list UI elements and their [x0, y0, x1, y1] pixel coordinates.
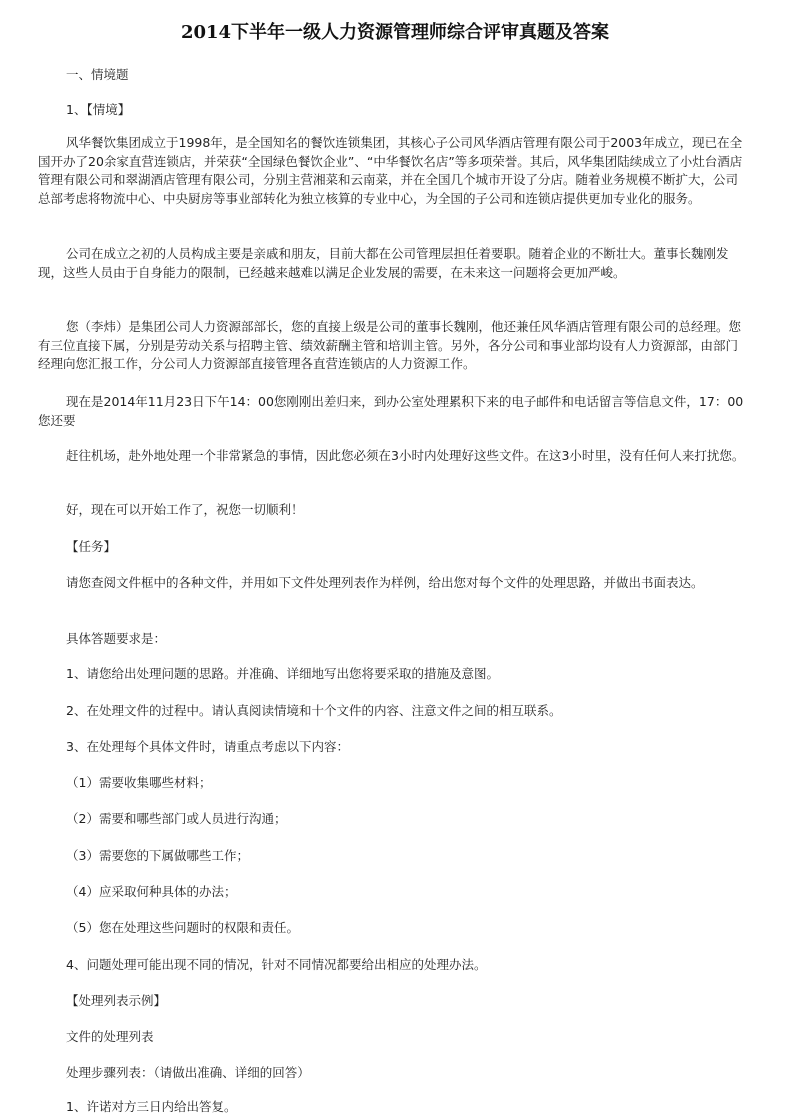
sub-requirement-item: （2）需要和哪些部门或人员进行沟通； [66, 811, 287, 826]
task-text: 请您查阅文件框中的各种文件，并用如下文件处理列表作为样例，给出您对每个文件的处理思路，并做出书面表达。 [66, 575, 704, 590]
situation-paragraph-5: 赶往机场，赴外地处理一个非常紧急的事情，因此您必须在3小时内处理好这些文件。在这3小时里，没有任何人来打扰您。 [66, 448, 745, 463]
sub-requirement-item: （3）需要您的下属做哪些工作； [66, 848, 249, 863]
subsection-heading: 1、【情境】 [66, 102, 131, 117]
example-steps-label: 处理步骤列表：（请做出准确、详细的回答） [66, 1065, 310, 1080]
example-list-title: 文件的处理列表 [66, 1029, 154, 1044]
example-heading: 【处理列表示例】 [66, 993, 167, 1008]
sub-requirement-item: （4）应采取何种具体的办法； [66, 884, 237, 899]
section-heading: 一、情境题 [66, 67, 129, 82]
requirements-heading: 具体答题要求是： [66, 631, 167, 646]
requirement-item: 3、在处理每个具体文件时，请重点考虑以下内容： [66, 739, 349, 754]
situation-paragraph-1: 风华餐饮集团成立于1998年，是全国知名的餐饮连锁集团，其核心子公司风华酒店管理有限公司于2003年成立，现已在全国开办了20余家直营连锁店，并荣获“全国绿色餐饮企业”、“中华餐饮名店”等多项荣誉。其后，风华集团陆续成立了小灶台酒店管理有限公司和翠湖酒店管理有限公司，分别主营湘菜和云南菜，并在全国几个城市开设了分店。随着业务规模不断扩大，公司总部考虑将物流中心、中央厨房等事业部转化为独立核算的专业中心，为全国的子公司和连锁店提供更加专业化的服务。 [38, 135, 743, 206]
situation-paragraph-6: 好，现在可以开始工作了，祝您一切顺利！ [66, 502, 304, 517]
situation-paragraph-3: 您（李炜）是集团公司人力资源部部长，您的直接上级是公司的董事长魏刚，他还兼任风华酒店管理有限公司的总经理。您有三位直接下属，分别是劳动关系与招聘主管、绩效薪酬主管和培训主管。另外，各分公司和事业部均设有人力资源部，由部门经理向您汇报工作，分公司人力资源部直接管理各直营连锁店的人力资源工作。 [38, 319, 742, 371]
example-step-1: 1、许诺对方三日内给出答复。 [66, 1099, 237, 1114]
requirement-item: 1、请您给出处理问题的思路。并准确、详细地写出您将要采取的措施及意图。 [66, 666, 499, 681]
requirement-item-4: 4、问题处理可能出现不同的情况，针对不同情况都要给出相应的处理办法。 [66, 957, 487, 972]
situation-paragraph-4: 现在是2014年11月23日下午14：00您刚刚出差归来，到办公室处理累积下来的电子邮件和电话留言等信息文件，17：00您还要 [38, 394, 744, 428]
situation-paragraph-2: 公司在成立之初的人员构成主要是亲戚和朋友，目前大都在公司管理层担任着要职。随着企业的不断壮大。董事长魏刚发现，这些人员由于自身能力的限制，已经越来越难以满足企业发展的需要，在未来这一问题将会更加严峻。 [38, 246, 729, 280]
task-heading: 【任务】 [66, 539, 117, 554]
sub-requirement-item: （5）您在处理这些问题时的权限和责任。 [66, 920, 299, 935]
requirement-item: 2、在处理文件的过程中。请认真阅读情境和十个文件的内容、注意文件之间的相互联系。 [66, 703, 562, 718]
document-title: 2014下半年一级人力资源管理师综合评审真题及答案 [180, 22, 610, 43]
sub-requirement-item: （1）需要收集哪些材料； [66, 775, 212, 790]
